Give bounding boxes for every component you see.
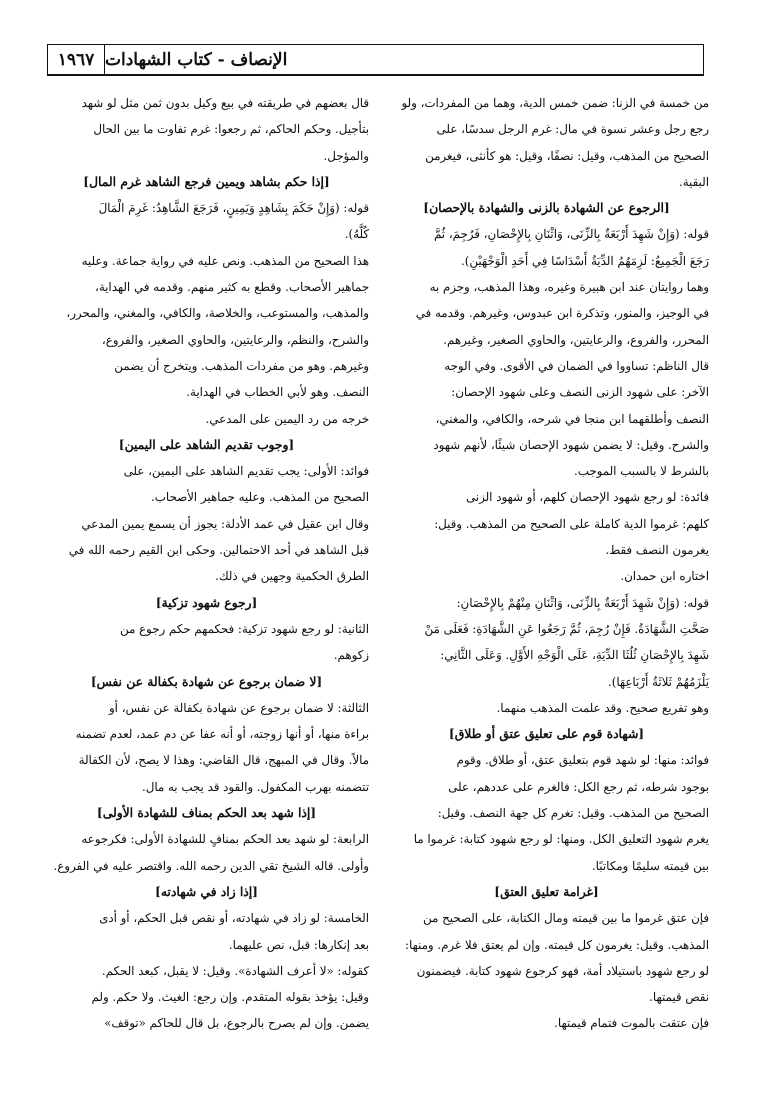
text-line: كلهم: غرموا الدية كاملة على الصحيح من المذهب. وقيل:: [434, 516, 709, 531]
text-line: قوله: (وَإِنْ شَهِدَ أَرْبَعَةٌ بِالزِّنَى، وَاثْنَانِ بِالإِحْصَانِ، فَرُجِمَ، ثُمَّ: [433, 227, 709, 242]
text-line: الصحيح من المذهب، وقيل: نصفًا، وقيل: هو كأنثى، فيغرمن: [425, 148, 709, 163]
text-line: يَلْزَمُهُمْ ثَلاثَةُ أَرْبَاعِهَا).: [607, 674, 709, 689]
right-column: [384, 90, 709, 1037]
section-heading: [شهادة قوم على تعليق عتق أو طلاق]: [448, 726, 645, 742]
text-line: المذهب. وقيل: يغرمون كل قيمته. وإن لم يعتق فلا غرم. ومنها:: [405, 937, 709, 952]
text-line: المحرر، والفروع، والرعايتين، والحاوي الصغير، وغيرهم.: [443, 332, 709, 347]
text-line: وهما روايتان عند ابن هبيرة وغيره، وهذا المذهب، وجزم به: [429, 280, 709, 295]
text-line: كُلَّهُ).: [344, 227, 369, 242]
text-line: رَجَعَ الْجَمِيعُ: لَزِمَهُمُ الدِّيَةُ أَسْدَاسًا فِي أَحَدِ الْوَجْهَيْنِ).: [461, 253, 709, 268]
section-heading: [إذا شهد بعد الحكم بمناف للشهادة الأولى]: [96, 805, 317, 821]
text-line: النصف وأطلقهما ابن منجا في شرحه، والكافي، والمغني،: [435, 411, 709, 426]
text-line: فإن عتقت بالموت فتمام قيمتها.: [554, 1016, 709, 1031]
text-line: براءة منها، أو أنها زوجته، أو أنه عفا عن دم عمد، لعدم تضمنه: [75, 727, 369, 742]
text-line: بين قيمته سليمًا ومكاتبًا.: [591, 858, 709, 873]
section-heading: [إذا حكم بشاهد ويمين فرجع الشاهد غرم المال]: [83, 173, 330, 189]
text-line: زكوهم.: [333, 648, 369, 663]
text-line: قوله: (وَإِنْ شَهِدَ أَرْبَعَةٌ بِالزِّنَى، وَاثْنَانِ مِنْهُمْ بِالإِحْصَانِ:: [456, 595, 709, 610]
text-line: وأولى. قاله الشيخ تقي الدين رحمه الله. واقتصر عليه في الفروع.: [53, 858, 369, 873]
text-line: وقال ابن عقيل في عمد الأدلة: يجوز أن يسمع يمين المدعي: [81, 516, 369, 531]
text-line: فائدة: لو رجع شهود الإحصان كلهم، أو شهود الزنى: [465, 490, 709, 505]
text-line: بتأجيل. وحكم الحاكم، ثم رجعوا: غرم تفاوت ما بين الحال: [93, 122, 369, 137]
text-line: تتضمنه بهرب المكفول. والقود قد يجب به مال.: [142, 779, 369, 794]
text-line: هذا الصحيح من المذهب. ونص عليه في رواية جماعة. وعليه: [81, 253, 369, 268]
text-line: من خمسة في الزنا: ضمن خمس الدية، وهما من المفردات، ولو: [401, 96, 709, 110]
text-line: وهو تفريع صحيح. وقد علمت المذهب منهما.: [496, 700, 709, 715]
page-number: ١٩٦٧: [47, 44, 105, 74]
text-line: وغيرهم. وهو من مفردات المذهب. ويتخرج أن يضمن: [114, 358, 369, 373]
text-line: الرابعة: لو شهد بعد الحكم بمنافٍ للشهادة الأولى: فكرجوعه: [81, 832, 369, 847]
text-line: فإن عتق غرموا ما بين قيمته ومال الكتابة، على الصحيح من: [423, 911, 709, 926]
text-line: بعد إنكارها: قبل، نص عليهما.: [228, 937, 369, 952]
text-line: الخامسة: لو زاد في شهادته، أو نقص قبل الحكم، أو أدى: [99, 911, 369, 926]
text-line: يغرمون النصف فقط.: [605, 543, 709, 558]
text-line: جماهير الأصحاب. وقطع به كثير منهم. وقدمه في الهداية،: [95, 280, 369, 295]
text-line: قال بعضهم في طريقته في بيع وكيل بدون ثمن مثل لو شهد: [81, 96, 369, 110]
text-line: قوله: (وَإِنْ حَكَمَ بِشَاهِدٍ وَيَمِينٍ، فَرَجَعَ الشَّاهِدُ: غَرِمَ الْمَالَ: [98, 201, 369, 216]
text-line: نقص قيمتها.: [649, 990, 709, 1005]
text-line: الطرق الحكمية وجهين في ذلك.: [215, 569, 369, 584]
text-line: والمؤجل.: [323, 148, 369, 163]
text-line: والمذهب، والمستوعب، والخلاصة، والكافي، والمغني، والمحرر،: [66, 306, 369, 321]
text-line: كقوله: «لا أعرف الشهادة». وقيل: لا يقبل، كبعد الحكم.: [101, 963, 369, 978]
text-line: الصحيح من المذهب. وعليه جماهير الأصحاب.: [151, 490, 369, 505]
text-line: مالاً. وقال في المبهج، قال القاضي: وهذا لا يصح، لأن الكفالة: [78, 753, 369, 768]
text-line: النصف. وهو لأبي الخطاب في الهداية.: [186, 385, 369, 400]
text-line: يضمن. وإن لم يصرح بالرجوع، بل قال للحاكم «توقف»: [104, 1016, 369, 1031]
section-heading: [إذا زاد في شهادته]: [155, 883, 258, 899]
text-line: الصحيح من المذهب. وقيل: تغرم كل جهة النصف. وقيل:: [437, 806, 709, 821]
text-line: والشرح. وقيل: لا يضمن شهود الإحصان شيئًا، لأنهم شهود: [433, 437, 709, 452]
section-heading: [رجوع شهود تزكية]: [155, 594, 258, 610]
text-line: وقيل: يؤخذ بقوله المتقدم. وإن رجع: الغيث. ولا حكم. ولم: [91, 990, 369, 1005]
section-heading: [غرامة تعليق العتق]: [494, 883, 599, 899]
left-column: [44, 90, 369, 1037]
text-line: لو رجع شهود باستيلاد أمة، فهو كرجوع شهود كتابة. فيضمنون: [416, 963, 709, 978]
text-line: قال الناظم: تساووا في الضمان في الأقوى. وفي الوجه: [444, 358, 709, 373]
section-heading: [وجوب تقديم الشاهد على اليمين]: [118, 436, 295, 452]
text-line: فوائد: منها: لو شهد قوم بتعليق عتق، أو طلاق. وقوم: [456, 753, 709, 768]
text-line: رجع رجل وعشر نسوة في مال: غرم الرجل سدسًا، على: [436, 122, 709, 137]
text-line: الثانية: لو رجع شهود تزكية: فحكمهم حكم رجوع من: [119, 621, 369, 636]
text-line: بالشرط لا بالسبب الموجب.: [574, 464, 709, 479]
section-heading: [لا ضمان برجوع عن شهادة بكفالة عن نفس]: [90, 673, 323, 689]
text-line: والشرح، والنظم، والرعايتين، والحاوي الصغير، والفروع،: [101, 332, 369, 347]
text-line: البقية.: [678, 174, 709, 189]
text-line: فوائد: الأولى: يجب تقديم الشاهد على اليمين، على: [123, 464, 369, 479]
text-line: صَحَّتِ الشَّهَادَةُ. فَإِنْ رُجِمَ، ثُمَّ رَجَعُوا عَنِ الشَّهَادَةِ: فَعَلَى مَنْ: [424, 621, 709, 636]
text-line: خرجه من رد اليمين على المدعي.: [205, 411, 369, 426]
text-line: الثالثة: لا ضمان برجوع عن شهادة بكفالة عن نفس، أو: [108, 700, 369, 715]
section-heading: [الرجوع عن الشهادة بالزنى والشهادة بالإحصان]: [423, 200, 670, 216]
running-title: الإنصاف - كتاب الشهادات: [105, 44, 704, 74]
text-line: قبل الشاهد في أحد الاحتمالين. وحكى ابن القيم رحمه الله في: [68, 543, 369, 558]
text-line: في الوجيز، والمنور، وتذكرة ابن عبدوس، وغيرهم. وقدمه في: [415, 306, 709, 321]
text-line: يغرم شهود التعليق الكل. ومنها: لو رجع شهود كتابة: غرموا ما: [413, 832, 709, 847]
text-line: شَهِدَ بِالإِحْصَانِ ثُلُثَا الدِّيَةِ، عَلَى الْوَجْهِ الأَوَّلِ. وَعَلَى الثَّانِي:: [440, 648, 709, 663]
text-line: الآخر: على شهود الزنى النصف وعلى شهود الإحصان:: [451, 385, 709, 400]
text-line: اختاره ابن حمدان.: [620, 569, 709, 584]
page-header: [47, 44, 704, 76]
text-columns: [44, 90, 709, 1037]
text-line: بوجود شرطه، ثم رجع الكل: فالغرم على عددهم، على: [448, 779, 709, 794]
